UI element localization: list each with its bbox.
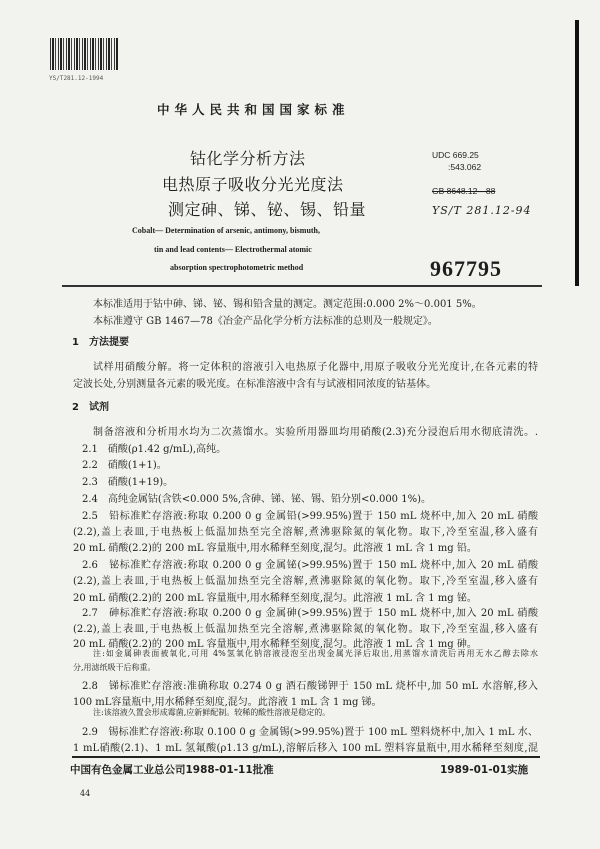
standard-type: 中华人民共和国国家标准 [157, 102, 350, 117]
body-line: (2.2),盖上表皿,于电热板上低温加热至完全溶解,煮沸驱除氮的氧化物。取下,冷至室温,移入盛有 [73, 576, 538, 587]
document-number: 967795 [430, 256, 502, 281]
title-line-2: 电热原子吸收分光光度法 [162, 175, 344, 194]
note-line: 分,用滤纸吸干后称重。 [73, 663, 156, 672]
body-line: (2.2),盖上表皿,于电热板上低温加热至完全溶解,煮沸驱除氮的氧化物。取下,冷至室温,移入盛有 [73, 527, 538, 538]
english-title-line-3: absorption spectrophotometric method [170, 263, 304, 272]
note-line: 注:如金属砷表面被氧化,可用 4%氢氧化钠溶液浸泡至出现金属光泽后取出,用蒸馏水清洗后再用无水乙醇去除水 [93, 649, 538, 658]
body-line: 1 mL硝酸(2.1)、1 mL 氢氟酸(ρ1.13 g/mL),溶解后移入 100 mL 塑料容量瓶中,用水稀释至刻度,混 [73, 743, 538, 754]
udc-code: UDC 669.25 [432, 150, 479, 160]
english-title-line-1: Cobalt— Determination of arsenic, antimony, bismuth, [132, 226, 320, 235]
section-heading: 2 试剂 [72, 402, 109, 413]
body-line: 本标准遵守 GB 1467—78《冶金产品化学分析方法标准的总则及一般规定》。 [93, 316, 438, 327]
body-line: 2.3 硝酸(1+19)。 [82, 477, 174, 488]
section-heading: 1 方法提要 [72, 337, 129, 348]
title-line-3: 测定砷、锑、铋、锡、铅量 [168, 200, 367, 219]
body-line: 试样用硝酸分解。将一定体积的溶液引入电热原子化器中,用原子吸收分光光度计,在各元素的特 [93, 362, 538, 373]
body-line: (2.2),盖上表皿,于电热板上低温加热至完全溶解,煮沸驱除氮的氧化物。取下,冷至室温,移入盛有 [73, 624, 538, 635]
footer-divider [72, 756, 540, 758]
header-divider [62, 285, 542, 287]
body-line: 2.7 砷标准贮存溶液:称取 0.200 0 g 金属砷(>99.95%)置于 150 mL 烧杯中,加入 20 mL 硝酸 [82, 608, 538, 619]
body-line: 2.1 硝酸(ρ1.42 g/mL),高纯。 [82, 444, 227, 455]
body-line: 本标准适用于钴中砷、锑、铋、锡和铅含量的测定。测定范围:0.000 2%～0.001 5%。 [93, 299, 482, 310]
body-line: 20 mL 硝酸(2.2)的 200 mL 容量瓶中,用水稀释至刻度,混匀。此溶液 1 mL 含 1 mg 铅。 [73, 543, 477, 554]
barcode-label: YS/T281.12-1994 [49, 75, 104, 82]
body-line: 2.6 铋标准贮存溶液:称取 0.200 0 g 金属铋(>99.95%)置于 150 mL 烧杯中,加入 20 mL 硝酸 [82, 560, 538, 571]
note-line: 注:该溶液久置会形成霉菌,应新鲜配制。较稀的酸性溶液是稳定的。 [93, 708, 331, 717]
superseded-code: GB 8648.12—88 [432, 186, 496, 196]
english-title-line-2: tin and lead contents— Electrothermal atomic [154, 245, 312, 254]
body-line: 2.4 高纯金属钴(含铁<0.000 5%,含砷、锑、铋、锡、铅分别<0.000 1%)。 [82, 494, 431, 505]
barcode [50, 38, 118, 70]
handwritten-code: YS/T 281.12-94 [432, 204, 532, 217]
body-line: 100 mL容量瓶中,用水稀释至刻度,混匀。此溶液 1 mL 含 1 mg 锑。 [73, 697, 382, 708]
scan-edge [575, 20, 579, 286]
approval-line: 中国有色金属工业总公司1988-01-11批准 [70, 764, 274, 776]
body-line: 2.2 硝酸(1+1)。 [82, 460, 167, 471]
title-line-1: 钴化学分析方法 [190, 149, 306, 168]
body-line: 2.9 锡标准贮存溶液:称取 0.100 0 g 金属锡(>99.95%)置于 100 mL 塑料烧杯中,加入 1 mL 水、 [82, 727, 538, 738]
body-line: 制备溶液和分析用水均为二次蒸馏水。实验所用器皿均用硝酸(2.3)充分浸泡后用水彻底清洗。. [93, 427, 538, 438]
udc-code-sub: :543.062 [448, 162, 482, 172]
implementation-date: 1989-01-01实施 [440, 764, 529, 776]
body-line: 2.5 铅标准贮存溶液:称取 0.200 0 g 金属铅(>99.95%)置于 150 mL 烧杯中,加入 20 mL 硝酸 [82, 511, 538, 522]
body-line: 20 mL 硝酸(2.2)的 200 mL 容量瓶中,用水稀释至刻度,混匀。此溶液 1 mL 含 1 mg 铋。 [73, 593, 477, 604]
body-line: 20 mL 硝酸(2.2)的 200 mL 容量瓶中,用水稀释至刻度,混匀。此溶液 1 mL 含 1 mg 砷。 [73, 639, 477, 650]
body-line: 2.8 锑标准贮存溶液:准确称取 0.274 0 g 酒石酸锑钾于 150 mL 烧杯中,加 50 mL 水溶解,移入 [82, 681, 538, 692]
body-line: 定波长处,分别测量各元素的吸光度。在标准溶液中含有与试液相同浓度的钴基体。 [73, 379, 437, 390]
page-number: 44 [80, 789, 91, 798]
